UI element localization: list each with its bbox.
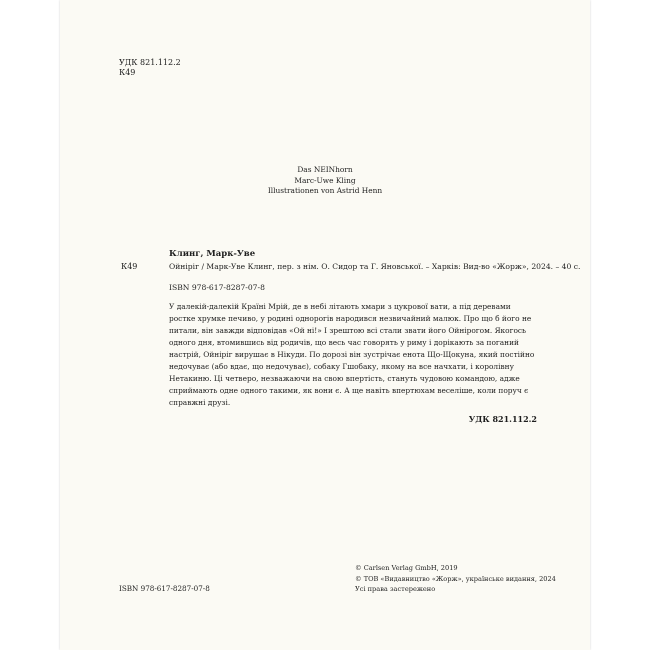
author-mark-top: К49 [119, 68, 136, 77]
udc-code-top: УДК 821.112.2 [119, 58, 181, 67]
udc-block-top [119, 58, 181, 78]
original-credits [0, 165, 650, 197]
catalog-author-heading: Клинг, Марк-Уве [169, 249, 256, 259]
copyright-block [355, 563, 556, 595]
copyright-line-ukrainian: © ТОВ «Видавництво «Жорж», українське видання, 2024 [355, 574, 556, 583]
book-annotation: У далекій-далекій Країні Мрій, де в небі літають хмари з цукрової вати, а під деревами ростке хрумке печиво, у родині однорогів народився незвичайний малюк. Про що б його не питали, він завжди відповідав «Ой ні!» І зрештою всі стали звати його Ойнірогом. Якогось одного дня, втомившись від родичів, що весь час говорять у риму і дорікають за поганий настрій, Ойніріг вирушає в Нікуди. По дорозі він зустрічає енота Що-Щокуна, який постійно недочуває (або вдає, що недочуває), собаку Гшобаку, якому на все начхати, і королівну Нетакиню. Ці четверо, незважаючи на свою впертість, стануть чудовою командою, адже сприймають одне одного такими, як вони є. А ще навіть впертюхам веселіше, коли поруч є справжні друзі. [169, 302, 535, 407]
catalog-author-mark: К49 [121, 262, 138, 271]
bottom-isbn: ISBN 978-617-8287-07-8 [119, 584, 210, 593]
catalog-isbn: ISBN 978-617-8287-07-8 [169, 283, 265, 292]
illustrator-credit: Illustrationen von Astrid Henn [267, 186, 383, 195]
original-title: Das NEINhorn [297, 165, 353, 174]
copyright-line-original: © Carlsen Verlag GmbH, 2019 [355, 564, 458, 572]
catalog-description: Ойніріг / Марк-Уве Клинг, пер. з нім. О. Сидор та Г. Яновської. – Харків: Вид-во «Жорж», 2024. – 40 с. [169, 262, 581, 271]
original-author: Marc-Uwe Kling [294, 175, 356, 185]
catalog-udc: УДК 821.112.2 [468, 414, 537, 424]
rights-reserved: Усі права застережено [355, 585, 436, 593]
